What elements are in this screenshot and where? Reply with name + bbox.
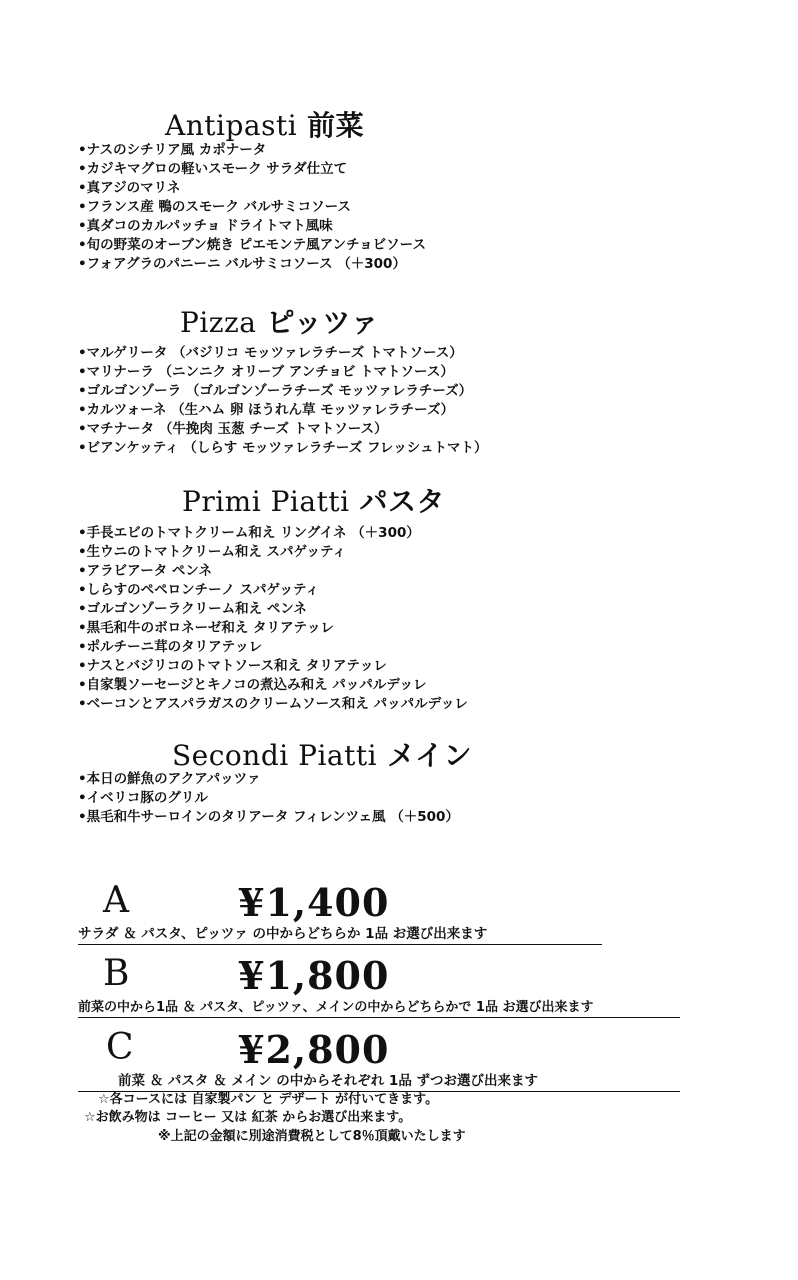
pizza-list [78, 344, 488, 458]
list-item: •自家製ソーセージとキノコの煮込み和え パッパルデッレ [78, 677, 427, 693]
primi-heading [0, 480, 798, 520]
antipasti-title-jp: 前菜 [307, 109, 365, 142]
list-item: •ビアンケッティ （しらす モッツァレラチーズ フレッシュトマト） [78, 440, 488, 456]
list-item: •生ウニのトマトクリーム和え スパゲッティ [78, 544, 346, 560]
list-item: •アラビアータ ペンネ [78, 563, 213, 579]
list-item: •真ダコのカルパッチョ ドライトマト風味 [78, 218, 333, 234]
list-item: •カジキマグロの軽いスモーク サラダ仕立て [78, 161, 348, 177]
note-drinks: ☆お飲み物は コーヒー 又は 紅茶 からお選び出来ます。 [84, 1110, 412, 1125]
course-condition: 前菜の中から1品 ＆ パスタ、ピッツァ、メインの中からどちらかで 1品 お選び出来ます [78, 996, 680, 1018]
antipasti-heading [0, 104, 798, 144]
course-letter: B [103, 953, 130, 994]
primi-title-jp: パスタ [359, 485, 446, 518]
course-condition: サラダ ＆ パスタ、ピッツァ の中からどちらか 1品 お選び出来ます [78, 922, 602, 945]
list-item: •手長エビのトマトクリーム和え リングイネ （＋300） [78, 525, 420, 541]
list-item: •フォアグラのパニーニ バルサミコソース （＋300） [78, 256, 406, 272]
list-item: •しらすのペペロンチーノ スパゲッティ [78, 582, 319, 598]
list-item: •黒毛和牛サーロインのタリアータ フィレンツェ風 （＋500） [78, 809, 459, 825]
pizza-title-en: Pizza [180, 306, 257, 339]
course-c [0, 1027, 798, 1075]
primi-list [78, 524, 468, 714]
list-item: •黒毛和牛のボロネーゼ和え タリアテッレ [78, 620, 335, 636]
list-item: •フランス産 鴨のスモーク バルサミコソース [78, 199, 351, 215]
course-letter: A [103, 880, 129, 921]
course-price: ¥1,400 [238, 880, 390, 925]
primi-title-en: Primi Piatti [182, 485, 350, 518]
list-item: •ベーコンとアスパラガスのクリームソース和え パッパルデッレ [78, 696, 468, 712]
antipasti-list [78, 141, 426, 274]
list-item: •ナスとバジリコのトマトソース和え タリアテッレ [78, 658, 387, 674]
antipasti-title-en: Antipasti [165, 109, 298, 142]
list-item: •本日の鮮魚のアクアパッツァ [78, 771, 261, 787]
list-item: •イベリコ豚のグリル [78, 790, 208, 806]
list-item: •ポルチーニ茸のタリアテッレ [78, 639, 263, 655]
list-item: •マリナーラ （ニンニク オリーブ アンチョビ トマトソース） [78, 364, 454, 380]
list-item: •カルツォーネ （生ハム 卵 ほうれん草 モッツァレラチーズ） [78, 402, 454, 418]
note-bread-dessert: ☆各コースには 自家製パン と デザート が付いてきます。 [98, 1092, 439, 1107]
list-item: •旬の野菜のオーブン焼き ピエモンテ風アンチョビソース [78, 237, 426, 253]
course-b [0, 953, 798, 1001]
note-tax: ※上記の金額に別途消費税として8％頂戴いたします [158, 1129, 466, 1144]
pizza-heading [0, 301, 798, 341]
list-item: •ゴルゴンゾーラクリーム和え ペンネ [78, 601, 307, 617]
course-price: ¥1,800 [238, 953, 390, 998]
list-item: •マチナータ （牛挽肉 玉葱 チーズ トマトソース） [78, 421, 388, 437]
pizza-title-jp: ピッツァ [266, 306, 380, 339]
list-item: •マルゲリータ （バジリコ モッツァレラチーズ トマトソース） [78, 345, 463, 361]
list-item: •真アジのマリネ [78, 180, 181, 196]
course-condition: 前菜 ＆ パスタ ＆ メイン の中からそれぞれ 1品 ずつお選び出来ます [78, 1069, 680, 1092]
secondi-title-jp: メイン [387, 739, 473, 772]
list-item: •ナスのシチリア風 カポナータ [78, 142, 267, 158]
secondi-list [78, 770, 459, 827]
course-price: ¥2,800 [238, 1027, 390, 1072]
course-letter: C [106, 1027, 134, 1068]
list-item: •ゴルゴンゾーラ （ゴルゴンゾーラチーズ モッツァレラチーズ） [78, 383, 473, 399]
secondi-heading [0, 734, 798, 774]
secondi-title-en: Secondi Piatti [172, 739, 378, 772]
course-a [0, 880, 798, 928]
